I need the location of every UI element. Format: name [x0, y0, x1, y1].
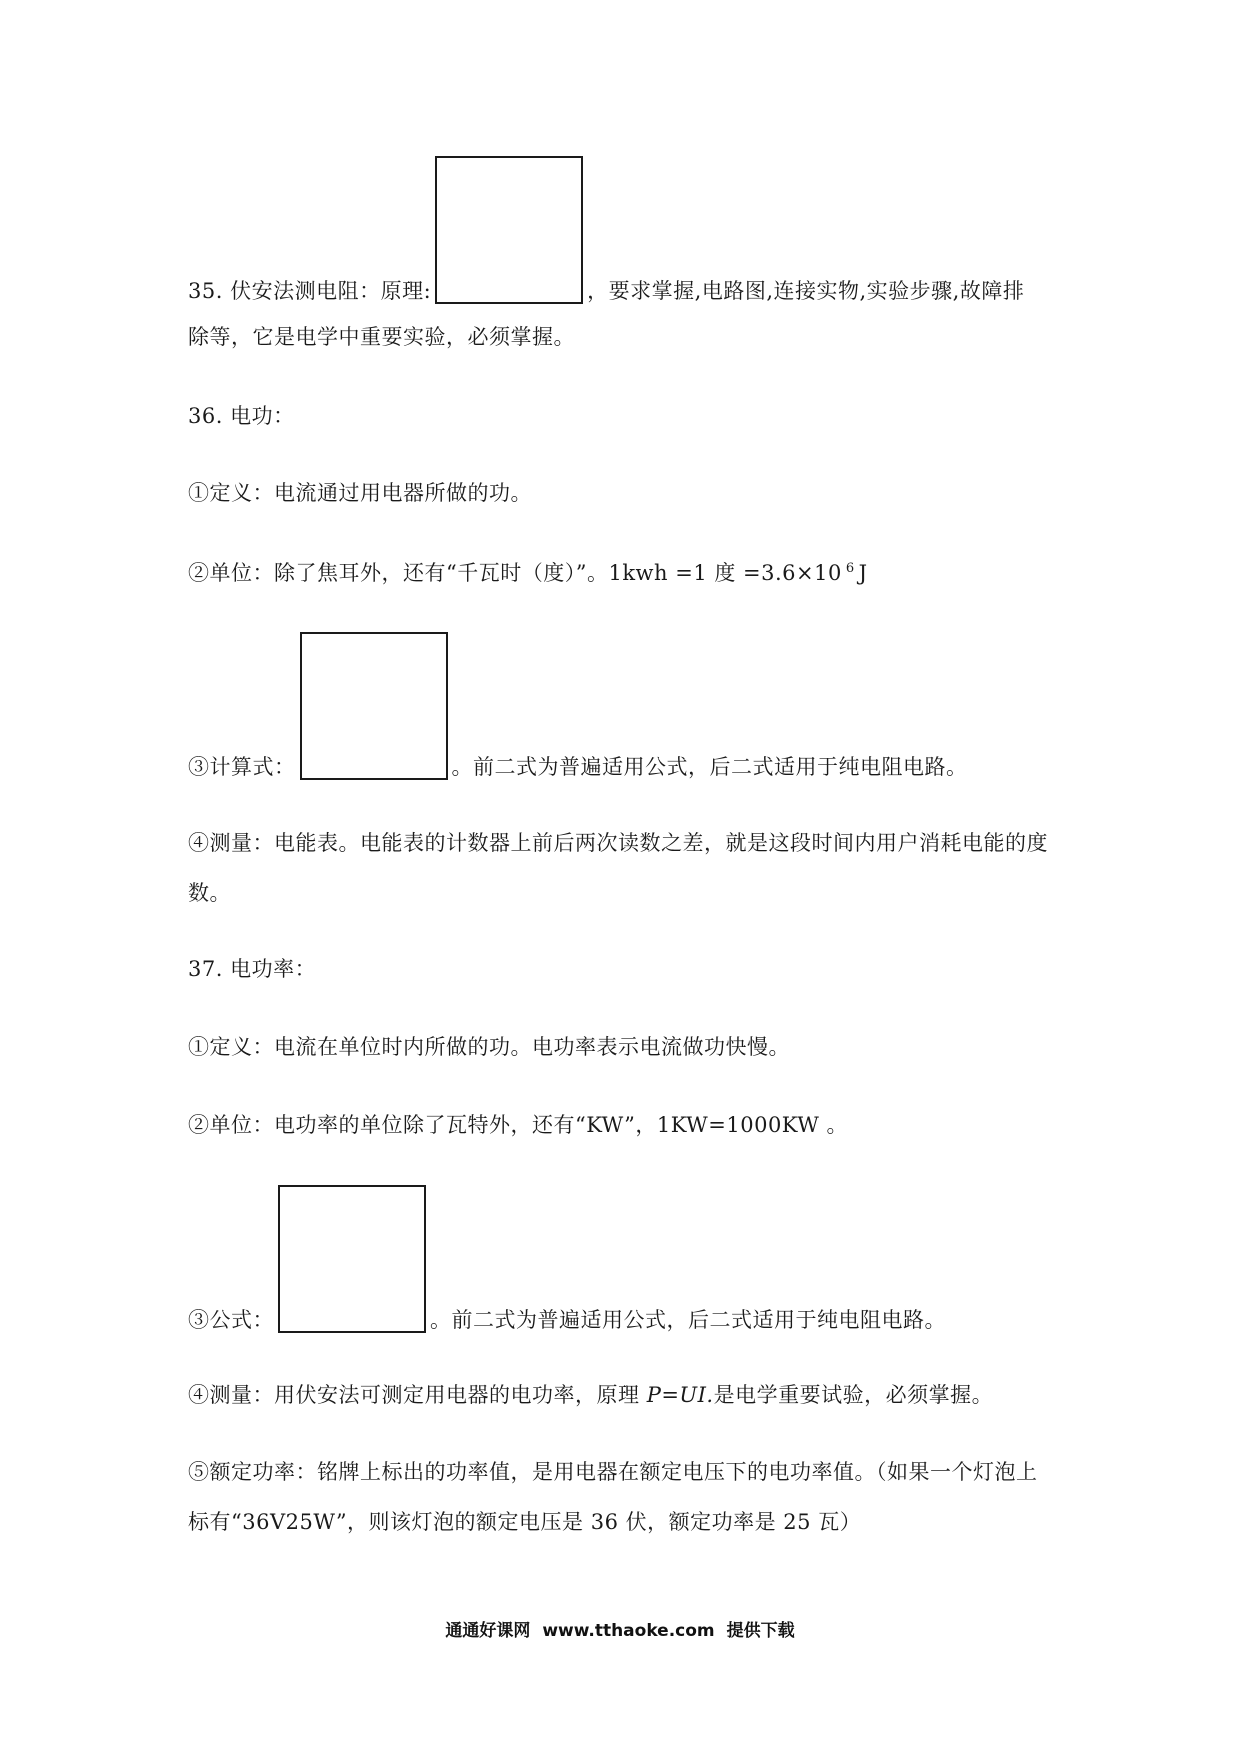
- item-36-unit-exponent: 6: [845, 561, 855, 576]
- item-36-unit-joule: J: [858, 561, 868, 585]
- item-35-line1: [188, 156, 1024, 304]
- item-36-measure-line1: ④测量：电能表。电能表的计数器上前后两次读数之差，就是这段时间内用户消耗电能的度: [188, 831, 1048, 855]
- item-35-prefix: 35. 伏安法测电阻：原理:: [188, 279, 432, 303]
- item-36-unit-text: ②单位：除了焦耳外，还有“千瓦时（度）”。1kwh =1 度 =3.6×10: [188, 561, 842, 585]
- item-37-formula-prefix: ③公式：: [188, 1308, 274, 1332]
- formula-image-placeholder: [278, 1185, 426, 1333]
- item-36-formula-suffix: 。前二式为普遍适用公式，后二式适用于纯电阻电路。: [451, 755, 968, 779]
- item-37-rated-line2: 标有“36V25W”，则该灯泡的额定电压是 36 伏，额定功率是 25 瓦）: [188, 1510, 862, 1534]
- page-footer: [0, 1616, 1240, 1641]
- formula-image-placeholder: [300, 632, 448, 780]
- item-36-definition: ①定义：电流通过用电器所做的功。: [188, 481, 532, 505]
- item-37-title: 37. 电功率：: [188, 957, 317, 981]
- footer-action: 提供下载: [726, 1621, 795, 1641]
- footer-site-name: 通通好课网: [445, 1621, 531, 1641]
- item-37-measure: [188, 1382, 993, 1408]
- footer-url[interactable]: www.tthaoke.com: [542, 1621, 715, 1641]
- item-36-formula-prefix: ③计算式：: [188, 755, 296, 779]
- item-37-formula-suffix: 。前二式为普遍适用公式，后二式适用于纯电阻电路。: [430, 1308, 946, 1332]
- item-37-formula-line: [188, 1185, 946, 1333]
- item-36-unit: [188, 556, 868, 586]
- item-37-unit: ②单位：电功率的单位除了瓦特外，还有“KW”，1KW=1000KW 。: [188, 1113, 849, 1137]
- item-36-formula-line: [188, 632, 968, 780]
- item-36-measure-line2: 数。: [188, 881, 231, 905]
- item-37-rated-line1: ⑤额定功率：铭牌上标出的功率值，是用电器在额定电压下的电功率值。（如果一个灯泡上: [188, 1460, 1038, 1484]
- item-37-measure-suffix: 是电学重要试验，必须掌握。: [713, 1383, 994, 1407]
- item-37-definition: ①定义：电流在单位时内所做的功。电功率表示电流做功快慢。: [188, 1035, 790, 1059]
- item-36-title: 36. 电功：: [188, 404, 295, 428]
- item-37-measure-text: ④测量：用伏安法可测定用电器的电功率，原理: [188, 1383, 647, 1407]
- formula-image-placeholder: [435, 156, 583, 304]
- item-35-line2: 除等，它是电学中重要实验，必须掌握。: [188, 325, 575, 349]
- item-37-measure-formula: P=UI.: [646, 1383, 714, 1407]
- item-35-suffix: ，要求掌握,电路图,连接实物,实验步骤,故障排: [587, 279, 1025, 303]
